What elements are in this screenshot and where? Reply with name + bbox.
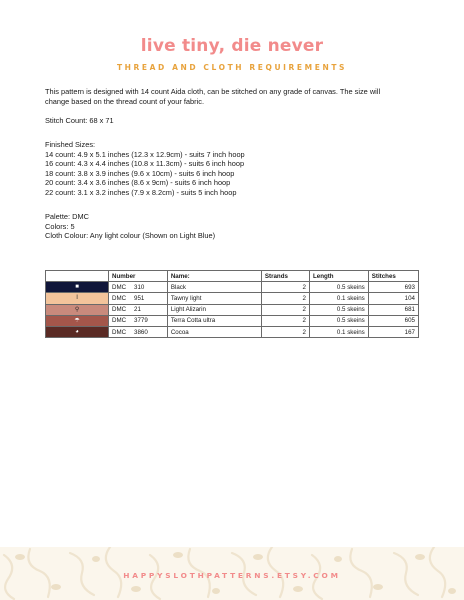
thread-number: [109, 282, 168, 293]
thread-name: Light Alizarin: [167, 304, 261, 315]
size-item: 14 count: 4.9 x 5.1 inches (12.3 x 12.9cm) - suits 7 inch hoop: [45, 149, 245, 159]
thread-brand: DMC: [112, 306, 127, 314]
length-value: 0.1 skeins: [309, 293, 368, 304]
table-header-row: [46, 271, 419, 282]
table-row: [46, 293, 419, 304]
column-header-length: Length: [309, 271, 368, 282]
thread-brand: DMC: [112, 328, 127, 336]
length-value: 0.1 skeins: [309, 326, 368, 337]
table-row: [46, 326, 419, 337]
thread-code: 3779: [134, 317, 148, 325]
color-swatch: [46, 326, 109, 337]
column-header-swatch: [46, 271, 109, 282]
footer: [0, 547, 464, 600]
size-item: 22 count: 3.1 x 3.2 inches (7.9 x 8.2cm) - suits 5 inch hoop: [45, 187, 237, 197]
color-swatch: [46, 304, 109, 315]
thread-code: 310: [134, 283, 145, 291]
stitch-count: Stitch Count: 68 x 71: [45, 116, 114, 125]
thread-code: 21: [134, 306, 141, 314]
size-item: 20 count: 3.4 x 3.6 inches (8.6 x 9cm) - suits 6 inch hoop: [45, 178, 231, 188]
table-row: [46, 304, 419, 315]
thread-brand: DMC: [112, 294, 127, 302]
table-row: [46, 315, 419, 326]
thread-brand: DMC: [112, 317, 127, 325]
stitches-value: 167: [368, 326, 418, 337]
strands-value: 2: [261, 293, 309, 304]
palette-label: Palette: DMC: [45, 212, 89, 221]
thread-number: [109, 304, 168, 315]
intro-paragraph: [45, 87, 425, 106]
stitch-symbol-icon: ⚲: [74, 306, 80, 313]
stitch-symbol-icon: Ι: [76, 295, 78, 302]
strands-value: 2: [261, 315, 309, 326]
thread-number: [109, 293, 168, 304]
strands-value: 2: [261, 326, 309, 337]
intro-line: This pattern is designed with 14 count Aida cloth, can be stitched on any grade of canvas. The size will: [45, 87, 381, 96]
colors-label: Colors: 5: [45, 221, 75, 231]
thread-name: Cocoa: [167, 326, 261, 337]
stitches-value: 693: [368, 282, 418, 293]
thread-code: 3860: [134, 328, 148, 336]
thread-name: Black: [167, 282, 261, 293]
color-swatch: [46, 315, 109, 326]
size-item: 18 count: 3.8 x 3.9 inches (9.6 x 10cm) - suits 6 inch hoop: [45, 168, 235, 178]
intro-line: change based on the thread count of your fabric.: [45, 96, 205, 106]
finished-sizes: [45, 140, 425, 198]
stitch-symbol-icon: ■: [75, 284, 79, 291]
palette-info: [45, 212, 425, 241]
thread-number: [109, 326, 168, 337]
stitches-value: 605: [368, 315, 418, 326]
thread-table: [45, 270, 419, 338]
stitch-symbol-icon: ◕: [75, 329, 79, 336]
thread-code: 951: [134, 294, 145, 302]
thread-name: Terra Cotta ultra: [167, 315, 261, 326]
column-header-strands: Strands: [261, 271, 309, 282]
column-header-name: Name:: [167, 271, 261, 282]
thread-number: [109, 315, 168, 326]
strands-value: 2: [261, 304, 309, 315]
column-header-number: Number: [109, 271, 168, 282]
color-swatch: [46, 293, 109, 304]
length-value: 0.5 skeins: [309, 304, 368, 315]
finished-sizes-heading: Finished Sizes:: [45, 140, 96, 149]
thread-name: Tawny light: [167, 293, 261, 304]
stitches-value: 104: [368, 293, 418, 304]
table-row: [46, 282, 419, 293]
cloth-colour-label: Cloth Colour: Any light colour (Shown on Light Blue): [45, 231, 216, 241]
shop-url: HAPPYSLOTHPATTERNS.ETSY.COM: [123, 571, 341, 580]
thread-brand: DMC: [112, 283, 127, 291]
column-header-stitches: Stitches: [368, 271, 418, 282]
stitch-symbol-icon: ☂: [74, 317, 80, 324]
stitches-value: 681: [368, 304, 418, 315]
length-value: 0.5 skeins: [309, 315, 368, 326]
size-item: 16 count: 4.3 x 4.4 inches (10.8 x 11.3cm) - suits 6 inch hoop: [45, 159, 245, 169]
length-value: 0.5 skeins: [309, 282, 368, 293]
page-title: live tiny, die never: [140, 36, 324, 56]
color-swatch: [46, 282, 109, 293]
strands-value: 2: [261, 282, 309, 293]
page-subtitle: THREAD AND CLOTH REQUIREMENTS: [116, 63, 348, 72]
